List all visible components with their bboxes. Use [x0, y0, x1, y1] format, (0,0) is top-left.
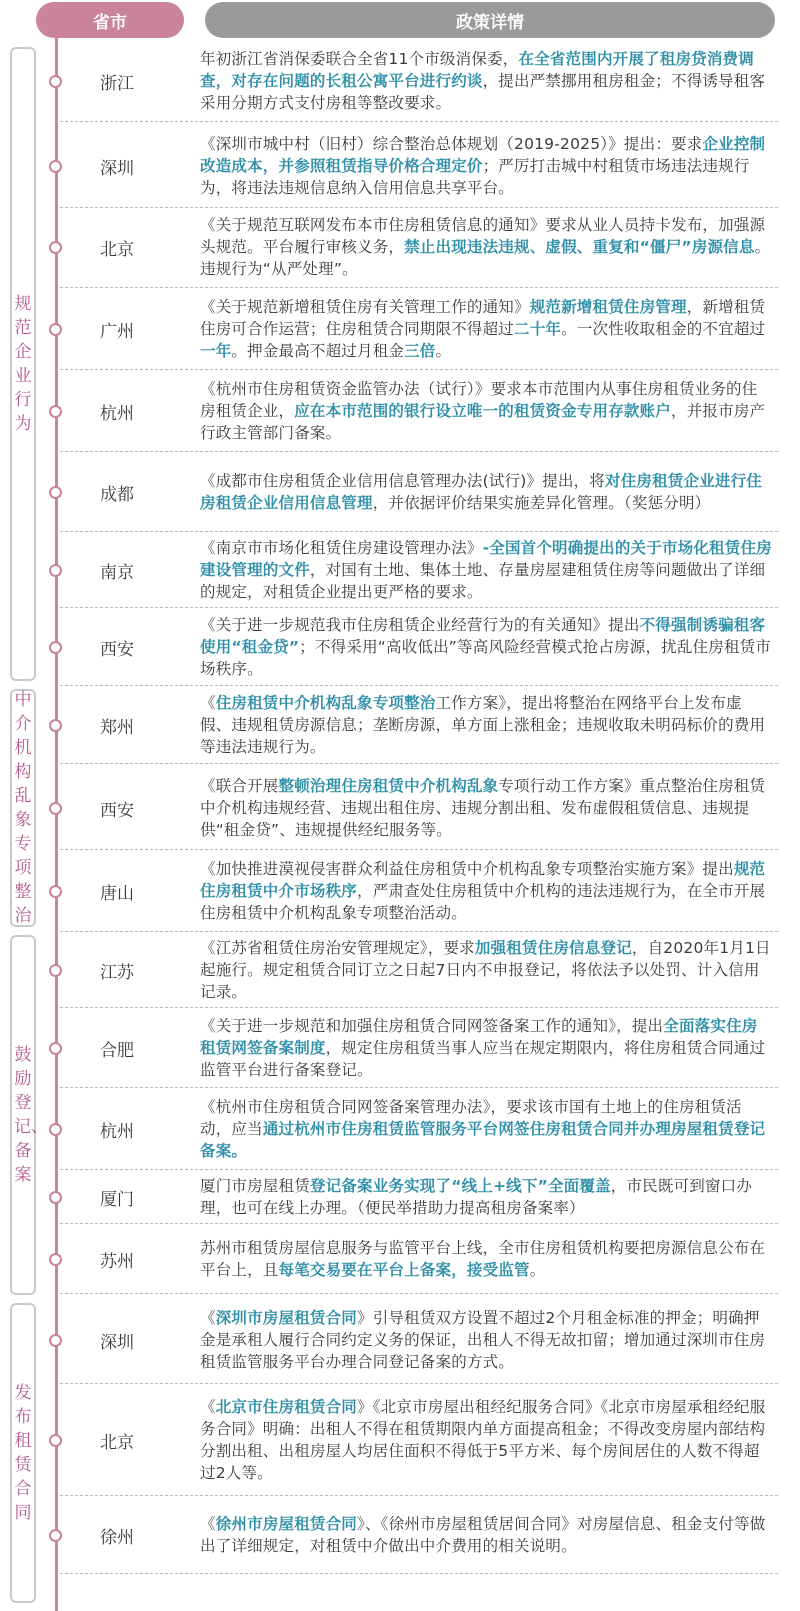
policy-row [60, 766, 778, 850]
city-name: 郑州 [100, 718, 134, 738]
policy-row [60, 452, 778, 532]
policy-row [60, 686, 778, 764]
timeline-dot [49, 323, 62, 336]
policy-text-segment: ，严肃查处住房租赁中介机构的违法违规行为，在全市开展住房租赁中介机构乱象专项整治活动。 [200, 881, 766, 922]
policy-text-segment: ，对国有土地、集体土地、存量房屋建租赁住房等问题做出了详细的规定，对租赁企业提出更严格的要求。 [200, 560, 766, 601]
policy-row [60, 124, 778, 208]
policy-text-segment: 》《北京市房屋出租经纪服务合同》《北京市房屋承租经纪服务合同》明确：出租人不得在租赁期限内单方面提高租金；不得改变房屋内部结构分割出租、出租房屋人均居住面积不得低于5平方米、每个房间居住的人数不得超过2人等。 [200, 1397, 766, 1482]
highlight-text: 整顿治理住房租赁中介机构乱象 [278, 776, 499, 795]
policy-text-segment: 《关于规范新增租赁住房有关管理工作的通知》 [200, 297, 530, 316]
highlight-text: 通过杭州市住房租赁监管服务平台网签住房租赁合同并办理房屋租赁登记备案。 [200, 1119, 766, 1160]
policy-text-segment: 《江苏省租赁住房治安管理规定》，要求 [200, 938, 475, 957]
highlight-text: 应在本市范围的银行设立唯一的租赁资金专用存款账户 [294, 401, 672, 420]
city-name: 西安 [100, 801, 134, 821]
policy-text-segment: ，新增租赁住房可合作运营；住房租赁合同期限不得超过 [200, 297, 766, 338]
timeline-dot [49, 564, 62, 577]
city-name: 苏州 [100, 1252, 134, 1272]
timeline-dot [49, 1123, 62, 1136]
highlight-text: 徐州市房屋租赁合同 [215, 1514, 358, 1533]
highlight-text: 不得强制诱骗租客使用“租金贷” [200, 615, 766, 656]
policy-text-segment: 《杭州市住房租赁资金监管办法（试行）》要求本市范围内从事住房租赁业务的住房租赁企业， [200, 379, 758, 420]
group-label: 发布租赁合同 [14, 1383, 32, 1523]
group-label: 中介机构乱象专项整治 [14, 690, 32, 926]
city-name: 徐州 [100, 1528, 134, 1548]
policy-row [60, 608, 778, 686]
city-name: 杭州 [100, 404, 134, 424]
policy-row [60, 288, 778, 370]
highlight-text: 企业控制改造成本，并参照租赁指导价格合理定价 [200, 134, 766, 175]
policy-text [200, 1396, 772, 1484]
city-name: 深圳 [100, 159, 134, 179]
group-label: 鼓励登记、备案 [14, 1045, 48, 1185]
policy-text [200, 1513, 772, 1557]
header-province-city: 省市 [36, 2, 184, 38]
policy-text-segment: 《关于进一步规范和加强住房租赁合同网签备案工作的通知》，提出 [200, 1016, 664, 1035]
group-registration-filing [10, 935, 48, 1295]
policy-text [200, 1096, 772, 1162]
policy-row [60, 1088, 778, 1170]
policy-text-segment: 《关于规范互联网发布本市住房租赁信息的通知》要求从业人员持卡发布，加强源头规范。平台履行审核义务， [200, 215, 766, 256]
highlight-text: 登记备案业务实现了“线上+线下”全面覆盖 [309, 1176, 611, 1195]
policy-text-segment: ，自2020年1月1日起施行。规定租赁合同订立之日起7日内不申报登记，将依法予以处罚、计入信用记录。 [200, 938, 771, 1001]
policy-text-segment: 专项行动工作方案》重点整治住房租赁中介机构违规经营、违规出租住房、违规分割出租、发布虚假租赁信息、违规提供“租金贷”、违规提供经纪服务等。 [200, 776, 766, 839]
policy-text-segment: 《 [200, 1397, 216, 1416]
policy-text [200, 858, 772, 924]
city-name: 江苏 [100, 963, 134, 983]
policy-row [60, 1008, 778, 1088]
timeline-dot [49, 486, 62, 499]
policy-text-segment: 。押金最高不超过月租金 [231, 341, 405, 360]
policy-row [60, 850, 778, 932]
highlight-text: 加强租赁住房信息登记 [474, 938, 632, 957]
policy-text-segment: 《联合开展 [200, 776, 279, 795]
highlight-text: 一年 [200, 341, 232, 360]
policy-row [60, 1384, 778, 1496]
timeline-line [55, 38, 58, 1611]
policy-row [60, 532, 778, 608]
policy-text-segment: 《成都市住房租赁企业信用信息管理办法(试行)》提出，将 [200, 471, 605, 490]
highlight-text: 住房租赁中介机构乱象专项整治 [215, 693, 436, 712]
policy-text-segment: 《杭州市住房租赁合同网签备案管理办法》，要求该市国有土地上的住房租赁活动，应当 [200, 1097, 742, 1138]
policy-text-segment: ；严厉打击城中村租赁市场违法违规行为，将违法违规信息纳入信用信息共享平台。 [200, 156, 750, 197]
group-regulate-enterprises [10, 47, 36, 681]
policy-text [200, 614, 772, 680]
policy-text-segment: ，规定住房租赁当事人应当在规定期限内，将住房租赁合同通过监管平台进行备案登记。 [200, 1038, 766, 1079]
timeline-dot [49, 75, 62, 88]
policy-text-segment: 《深圳市城中村（旧村）综合整治总体规划（2019-2025）》提出：要求 [200, 134, 703, 153]
policy-text [200, 1175, 772, 1219]
highlight-text: 每笔交易要在平台上备案，接受监管 [278, 1260, 530, 1279]
city-name: 广州 [100, 322, 134, 342]
city-name: 北京 [100, 1433, 134, 1453]
policy-text [200, 470, 772, 514]
group-lease-contracts [10, 1303, 36, 1603]
policy-text-segment: 》、《徐州市房屋租赁居间合同》对房屋信息、租金支付等做出了详细规定，对租赁中介做出中介费用的相关说明。 [200, 1514, 766, 1555]
policy-text-segment: 年初浙江省消保委联合全省11个市级消保委， [200, 49, 519, 68]
policy-text-segment: 。违规行为“从严处理”。 [200, 237, 771, 278]
timeline-dot [49, 1529, 62, 1542]
timeline-dot [49, 241, 62, 254]
policy-row [60, 206, 778, 288]
timeline-dot [49, 885, 62, 898]
highlight-text: 深圳市房屋租赁合同 [215, 1308, 358, 1327]
policy-row [60, 1224, 778, 1294]
city-name: 杭州 [100, 1122, 134, 1142]
policy-text-segment: 《 [200, 1308, 216, 1327]
policy-text-segment: 。 [529, 1260, 546, 1279]
policy-text-segment: 《关于进一步规范我市住房租赁企业经营行为的有关通知》提出 [200, 615, 640, 634]
policy-text-segment: 。一次性收取租金的不宜超过 [561, 319, 766, 338]
highlight-text: 北京市住房租赁合同 [215, 1397, 358, 1416]
highlight-text: 二十年 [514, 319, 562, 338]
timeline-dot [49, 160, 62, 173]
policy-text-segment: 苏州市租赁房屋信息服务与监管平台上线，全市住房租赁机构要把房源信息公布在平台上，且 [200, 1238, 766, 1279]
timeline-dot [49, 1334, 62, 1347]
policy-text-segment: 。 [435, 341, 452, 360]
policy-text-segment: 厦门市房屋租赁 [200, 1176, 310, 1195]
policy-text-segment: 》引导租赁双方设置不超过2个月租金标准的押金；明确押金是承租人履行合同约定义务的保证，出租人不得无故扣留；增加通过深圳市住房租赁监管服务平台办理合同登记备案的方式。 [200, 1308, 766, 1371]
city-name: 厦门 [100, 1190, 134, 1210]
group-agency-rectification [10, 689, 36, 927]
policy-text-segment: 工作方案》，提出将整治在网络平台上发布虚假、违规租赁房源信息；垄断房源，单方面上涨租金；违规收取未明码标价的费用等违法违规行为。 [200, 693, 766, 756]
highlight-text: 规范住房租赁中介市场秩序 [200, 859, 766, 900]
city-name: 深圳 [100, 1333, 134, 1353]
policy-text-segment: ，市民既可到窗口办理，也可在线上办理。（便民举措助力提高租房备案率） [200, 1176, 753, 1217]
highlight-text: -全国首个明确提出的关于市场化租赁住房建设管理的文件 [200, 538, 772, 579]
city-name: 南京 [100, 563, 134, 583]
highlight-text: 规范新增租赁住房管理 [529, 297, 687, 316]
policy-text [200, 1307, 772, 1373]
policy-text-segment: ，并报市房产行政主管部门备案。 [200, 401, 766, 442]
policy-row [60, 932, 778, 1008]
policy-text [200, 1237, 772, 1281]
timeline-dot [49, 719, 62, 732]
highlight-text: 三倍 [404, 341, 436, 360]
policy-text [200, 296, 772, 362]
header-policy-detail: 政策详情 [205, 2, 775, 38]
policy-text-segment: 《加快推进漠视侵害群众利益住房租赁中介机构乱象专项整治实施方案》提出 [200, 859, 734, 878]
policy-text-segment: ；不得采用“高收低出”等高风险经营模式抢占房源，扰乱住房租赁市场秩序。 [200, 637, 772, 678]
timeline-dot [49, 1042, 62, 1055]
policy-text [200, 937, 772, 1003]
policy-row [60, 40, 778, 122]
policy-text-segment: 《 [200, 693, 216, 712]
policy-text [200, 775, 772, 841]
policy-text [200, 537, 772, 603]
policy-text-segment: ，并依据评价结果实施差异化管理。（奖惩分明） [372, 493, 711, 512]
timeline-dot [49, 1191, 62, 1204]
timeline-dot [49, 405, 62, 418]
policy-row [60, 1170, 778, 1224]
policy-row [60, 370, 778, 452]
policy-text-segment: 《 [200, 1514, 216, 1533]
policy-text [200, 133, 772, 199]
city-name: 北京 [100, 240, 134, 260]
highlight-text: 全面落实住房租赁网签备案制度 [200, 1016, 758, 1057]
policy-text-segment: 《南京市市场化租赁住房建设管理办法》 [200, 538, 483, 557]
city-name: 浙江 [100, 74, 134, 94]
city-name: 合肥 [100, 1041, 134, 1061]
highlight-text: 在全省范围内开展了租房贷消费调查，对存在问题的长租公寓平台进行约谈 [200, 49, 754, 90]
policy-text [200, 378, 772, 444]
city-name: 唐山 [100, 884, 134, 904]
highlight-text: 禁止出现违法违规、虚假、重复和“僵尸”房源信息 [404, 237, 755, 256]
city-name: 成都 [100, 485, 134, 505]
policy-text [200, 48, 772, 114]
highlight-text: 对住房租赁企业进行住房租赁企业信用信息管理 [200, 471, 763, 512]
timeline-dot [49, 1253, 62, 1266]
policy-text [200, 214, 772, 280]
city-name: 西安 [100, 640, 134, 660]
policy-row [60, 1496, 778, 1574]
timeline-dot [49, 1434, 62, 1447]
timeline-dot [49, 964, 62, 977]
policy-text-segment: ，提出严禁挪用租房租金；不得诱导租客采用分期方式支付房租等整改要求。 [200, 71, 766, 112]
policy-row [60, 1296, 778, 1384]
timeline-dot [49, 802, 62, 815]
policy-text [200, 692, 772, 758]
timeline-dot [49, 641, 62, 654]
policy-text [200, 1015, 772, 1081]
group-label: 规范企业行为 [14, 294, 32, 434]
